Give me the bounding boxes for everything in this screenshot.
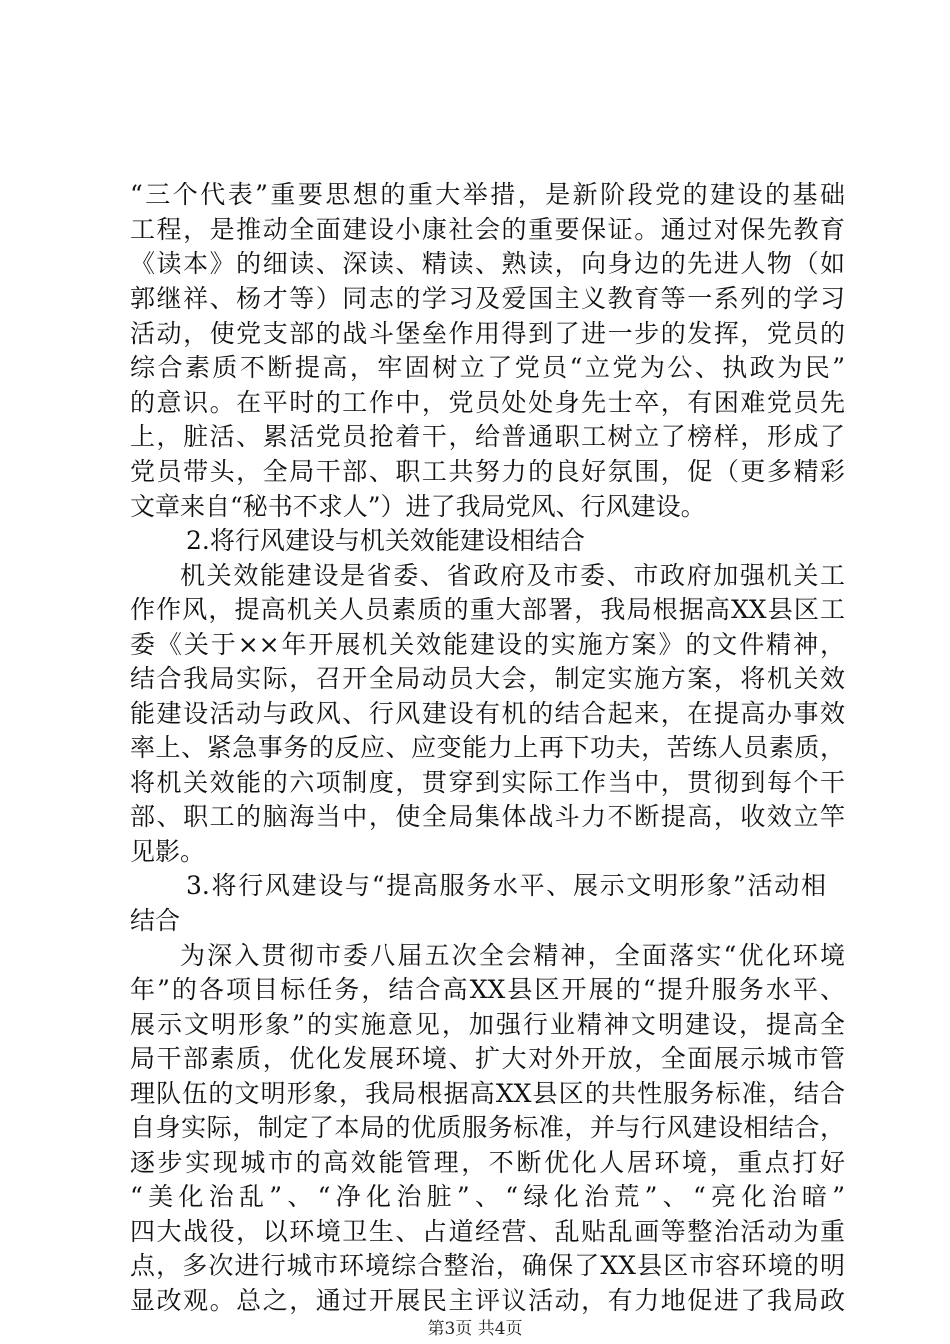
section-heading: 3.将行风建设与“提高服务水平、展示文明形象”活动相 [186, 871, 826, 900]
page-footer: 第3页 共4页 [427, 1319, 523, 1339]
text-line: 文章来自“秘书不求人”）进了我局党风、行风建设。 [130, 492, 706, 521]
text-line: 委《关于××年开展机关效能建设的实施方案》的文件精神， [130, 630, 845, 659]
text-line: 的意识。在平时的工作中，党员处处身先士卒，有困难党员先 [130, 388, 845, 417]
text-line: 上，脏活、累活党员抢着干，给普通职工树立了榜样，形成了 [130, 422, 845, 451]
text-line: 作作风，提高机关人员素质的重大部署，我局根据高XX县区工 [130, 595, 845, 624]
text-line: “美化治乱”、“净化治脏”、“绿化治荒”、“亮化治暗” [130, 1182, 845, 1211]
text-line: 为深入贯彻市委八届五次全会精神，全面落实“优化环境 [180, 941, 845, 970]
text-line: 点，多次进行城市环境综合整治，确保了XX县区市容环境的明 [130, 1251, 845, 1280]
section-heading: 结合 [130, 906, 181, 935]
text-line: 见影。 [130, 837, 206, 866]
text-line: 局干部素质，优化发展环境、扩大对外开放，全面展示城市管 [130, 1044, 845, 1073]
text-line: 显改观。总之，通过开展民主评议活动，有力地促进了我局政 [130, 1286, 845, 1315]
text-line: 展示文明形象”的实施意见，加强行业精神文明建设，提高全 [130, 1010, 845, 1039]
text-line: 四大战役，以环境卫生、占道经营、乱贴乱画等整治活动为重 [130, 1217, 845, 1246]
text-line: 逐步实现城市的高效能管理，不断优化人居环境，重点打好 [130, 1148, 845, 1177]
text-line: 党员带头，全局干部、职工共努力的良好氛围，促（更多精彩 [130, 457, 845, 486]
text-line: 综合素质不断提高，牢固树立了党员“立党为公、执政为民” [130, 353, 845, 382]
text-line: 《读本》的细读、深读、精读、熟读，向身边的先进人物（如 [130, 249, 845, 278]
section-heading: 2.将行风建设与机关效能建设相结合 [186, 526, 585, 555]
text-line: 机关效能建设是省委、省政府及市委、市政府加强机关工 [180, 561, 845, 590]
text-line: 工程，是推动全面建设小康社会的重要保证。通过对保先教育 [130, 215, 845, 244]
text-line: 能建设活动与政风、行风建设有机的结合起来，在提高办事效 [130, 699, 845, 728]
text-line: 自身实际，制定了本局的优质服务标准，并与行风建设相结合， [130, 1113, 845, 1142]
text-line: 理队伍的文明形象，我局根据高XX县区的共性服务标准，结合 [130, 1079, 845, 1108]
text-line: 将机关效能的六项制度，贯穿到实际工作当中，贯彻到每个干 [130, 768, 845, 797]
text-line: “三个代表”重要思想的重大举措，是新阶段党的建设的基础 [130, 180, 845, 209]
text-line: 部、职工的脑海当中，使全局集体战斗力不断提高，收效立竿 [130, 802, 845, 831]
text-line: 率上、紧急事务的反应、应变能力上再下功夫，苦练人员素质， [130, 733, 845, 762]
text-line: 结合我局实际，召开全局动员大会，制定实施方案，将机关效 [130, 664, 845, 693]
text-line: 活动，使党支部的战斗堡垒作用得到了进一步的发挥，党员的 [130, 319, 845, 348]
text-line: 郭继祥、杨才等）同志的学习及爱国主义教育等一系列的学习 [130, 284, 845, 313]
text-line: 年”的各项目标任务，结合高XX县区开展的“提升服务水平、 [130, 975, 845, 1004]
